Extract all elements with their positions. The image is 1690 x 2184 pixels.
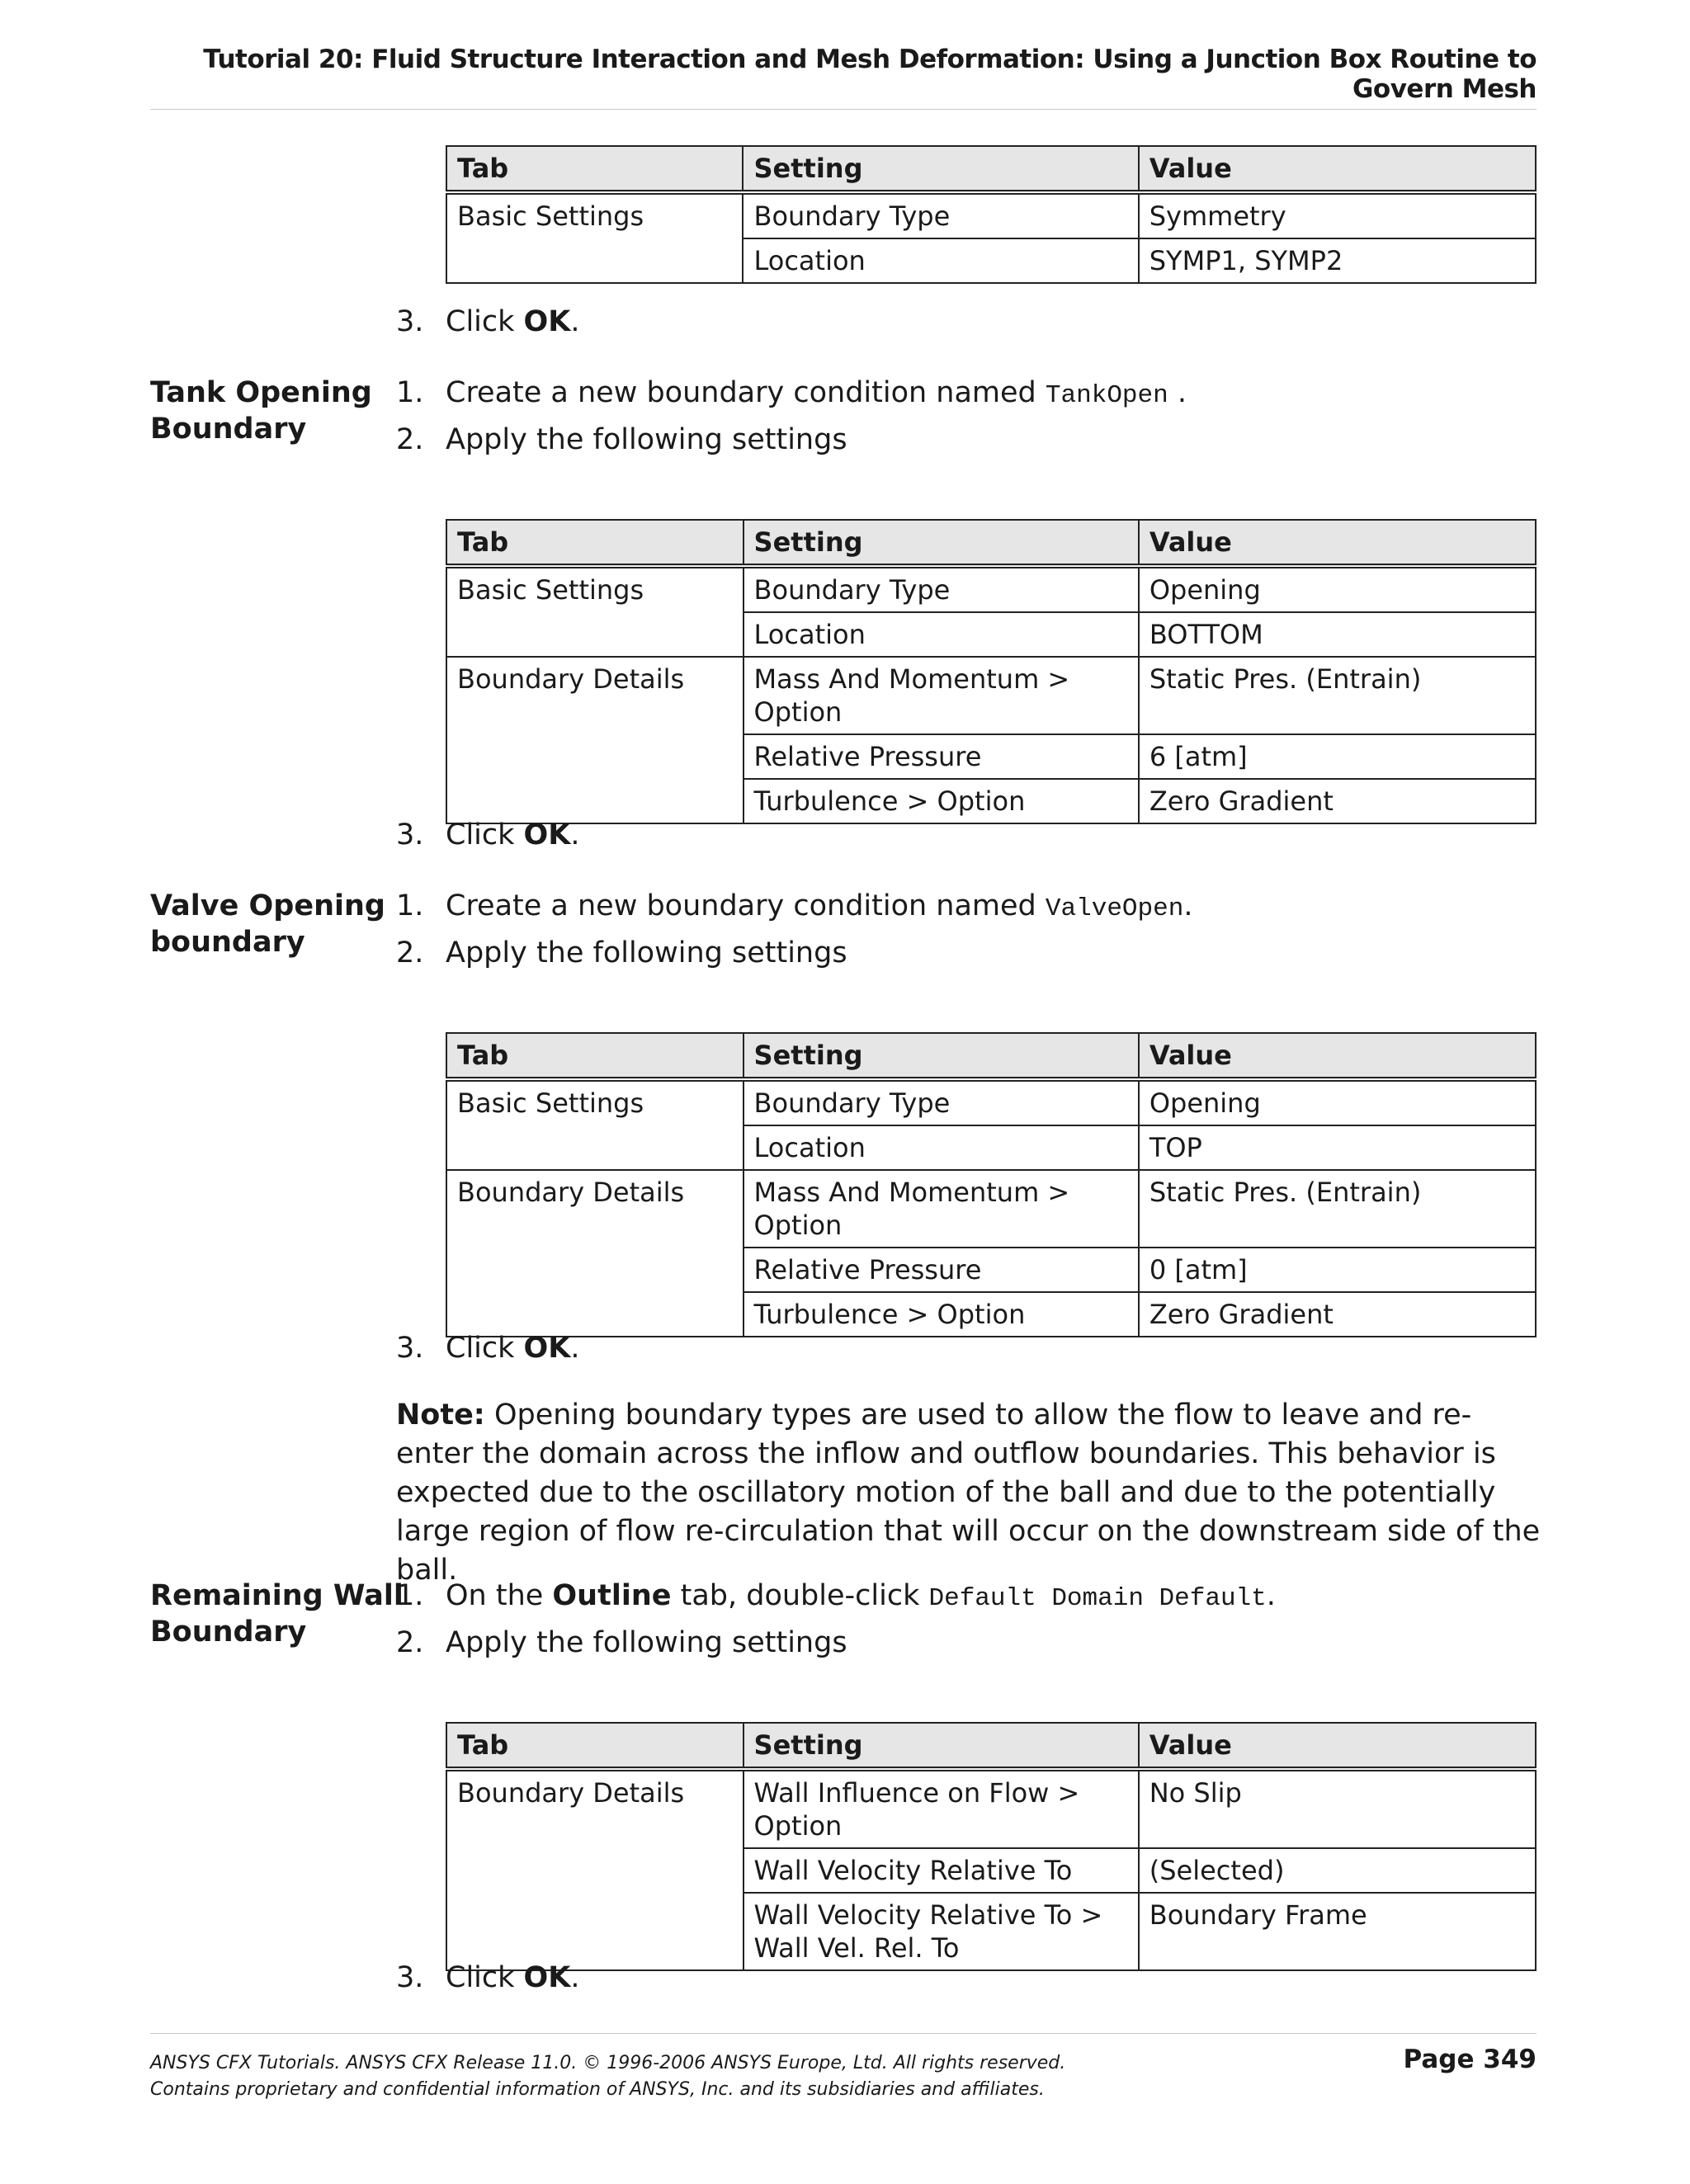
- footer-divider: [150, 2033, 1537, 2034]
- cell-value: Zero Gradient: [1139, 779, 1536, 823]
- header-setting: Setting: [744, 1723, 1139, 1769]
- wall-step-3: 3. Click OK.: [396, 1961, 580, 1994]
- header-value: Value: [1139, 1723, 1536, 1769]
- valve-opening-settings-table: [446, 1032, 1537, 1337]
- step-click-ok: 3. Click OK.: [396, 305, 580, 338]
- cell-value: Boundary Frame: [1139, 1893, 1536, 1970]
- page-number: Page 349: [1403, 2045, 1537, 2074]
- header-tab: Tab: [446, 520, 744, 566]
- symmetry-settings-table: [446, 145, 1537, 284]
- table-row: [446, 192, 1536, 238]
- page-header: Tutorial 20: Fluid Structure Interaction and Mesh Deformation: Using a Junction Box Routine to Govern Mesh: [150, 45, 1537, 110]
- tank-opening-heading: Tank Opening Boundary: [150, 376, 372, 446]
- table-row: [446, 1079, 1536, 1125]
- cell-setting: Relative Pressure: [744, 1248, 1139, 1292]
- tank-step-3: 3. Click OK.: [396, 818, 580, 851]
- cell-value: Zero Gradient: [1139, 1292, 1536, 1337]
- header-tab: Tab: [446, 1723, 744, 1769]
- valve-opening-heading: Valve Opening boundary: [150, 889, 385, 959]
- wall-step-2: 2. Apply the following settings: [396, 1626, 847, 1659]
- cell-tab: Boundary Details: [446, 1170, 744, 1337]
- boundary-name-code: TankOpen: [1045, 381, 1168, 410]
- cell-tab: Boundary Details: [446, 657, 744, 823]
- cell-value: Opening: [1139, 566, 1536, 612]
- footer-copyright: ANSYS CFX Tutorials. ANSYS CFX Release 11.0. © 1996-2006 ANSYS Europe, Ltd. All rights reserved.: [150, 2053, 1066, 2073]
- header-value: Value: [1139, 146, 1536, 192]
- table-row: [446, 657, 1536, 734]
- cell-value: TOP: [1139, 1125, 1536, 1170]
- cell-setting: Location: [743, 238, 1138, 283]
- table-header-row: [446, 146, 1536, 192]
- wall-settings-table: [446, 1722, 1537, 1971]
- boundary-name-code: ValveOpen: [1045, 894, 1184, 923]
- cell-value: Opening: [1139, 1079, 1536, 1125]
- cell-value: Static Pres. (Entrain): [1139, 657, 1536, 734]
- footer-confidential: Contains proprietary and confidential information of ANSYS, Inc. and its subsidiaries and affiliates.: [150, 2079, 1045, 2100]
- remaining-wall-heading: Remaining Wall Boundary: [150, 1579, 404, 1649]
- cell-value: Symmetry: [1139, 192, 1536, 238]
- domain-name-code: Default Domain Default: [928, 1584, 1267, 1613]
- cell-value: No Slip: [1139, 1769, 1536, 1848]
- cell-setting: Wall Velocity Relative To: [744, 1848, 1139, 1893]
- cell-setting: Location: [744, 612, 1139, 657]
- table-row: [446, 566, 1536, 612]
- header-setting: Setting: [744, 1033, 1139, 1079]
- tank-step-2: 2. Apply the following settings: [396, 423, 847, 456]
- cell-setting: Mass And Momentum > Option: [744, 1170, 1139, 1248]
- valve-step-2: 2. Apply the following settings: [396, 936, 847, 969]
- table-header-row: [446, 1723, 1536, 1769]
- cell-value: (Selected): [1139, 1848, 1536, 1893]
- valve-step-3: 3. Click OK.: [396, 1332, 580, 1365]
- header-setting: Setting: [743, 146, 1138, 192]
- cell-value: Static Pres. (Entrain): [1139, 1170, 1536, 1248]
- table-row: [446, 1769, 1536, 1848]
- cell-setting: Boundary Type: [744, 566, 1139, 612]
- cell-setting: Mass And Momentum > Option: [744, 657, 1139, 734]
- cell-setting: Turbulence > Option: [744, 1292, 1139, 1337]
- cell-tab: Basic Settings: [446, 566, 744, 657]
- note-text: Opening boundary types are used to allow the flow to leave and re-enter the domain across the inflow and outflow boundaries. This behavior is expected due to the oscillatory motion of the ball and due to the potentially large region of flow re-circulation that will occur on the downstream side of the ball.: [396, 1399, 1541, 1587]
- cell-tab: Basic Settings: [446, 1079, 744, 1170]
- cell-setting: Location: [744, 1125, 1139, 1170]
- valve-step-1: 1. Create a new boundary condition named ValveOpen.: [396, 889, 1193, 923]
- header-setting: Setting: [744, 520, 1139, 566]
- cell-value: 6 [atm]: [1139, 734, 1536, 779]
- cell-tab: Basic Settings: [446, 192, 743, 283]
- table-header-row: [446, 1033, 1536, 1079]
- cell-value: SYMP1, SYMP2: [1139, 238, 1536, 283]
- table-row: [446, 1170, 1536, 1248]
- cell-setting: Wall Influence on Flow > Option: [744, 1769, 1139, 1848]
- header-tab: Tab: [446, 1033, 744, 1079]
- cell-value: 0 [atm]: [1139, 1248, 1536, 1292]
- cell-setting: Relative Pressure: [744, 734, 1139, 779]
- note-label: Note:: [396, 1399, 485, 1432]
- cell-setting: Wall Velocity Relative To > Wall Vel. Rel. To: [744, 1893, 1139, 1970]
- cell-setting: Turbulence > Option: [744, 779, 1139, 823]
- header-tab: Tab: [446, 146, 743, 192]
- tank-step-1: 1. Create a new boundary condition named TankOpen .: [396, 376, 1187, 410]
- cell-tab: Boundary Details: [446, 1769, 744, 1970]
- cell-setting: Boundary Type: [744, 1079, 1139, 1125]
- wall-step-1: 1. On the Outline tab, double-click Default Domain Default.: [396, 1579, 1276, 1613]
- table-header-row: [446, 520, 1536, 566]
- note-paragraph: [396, 1396, 1543, 1590]
- header-value: Value: [1139, 520, 1536, 566]
- cell-value: BOTTOM: [1139, 612, 1536, 657]
- tank-opening-settings-table: [446, 519, 1537, 824]
- cell-setting: Boundary Type: [743, 192, 1138, 238]
- header-value: Value: [1139, 1033, 1536, 1079]
